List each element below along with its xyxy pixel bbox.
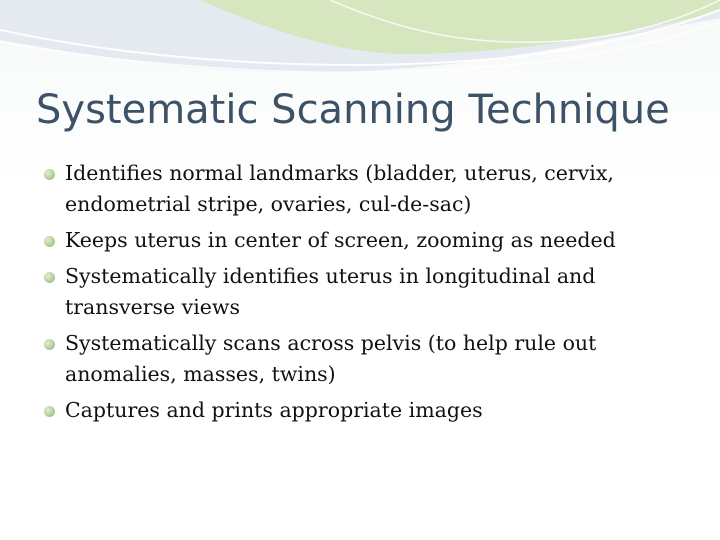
bullet-item	[44, 158, 694, 220]
bullet-dot-icon	[44, 406, 55, 417]
bullet-item	[44, 328, 694, 390]
slide-title: Systematic Scanning Technique	[36, 87, 670, 133]
bullet-dot-icon	[44, 169, 55, 180]
bullet-text: Identifies normal landmarks (bladder, uterus, cervix, endometrial stripe, ovaries, cul-de-sac)	[65, 161, 614, 216]
bullet-item	[44, 225, 694, 256]
bullet-dot-icon	[44, 236, 55, 247]
bullet-item	[44, 261, 694, 323]
bullet-dot-icon	[44, 272, 55, 283]
header-wave-decoration	[0, 0, 720, 90]
bullet-text: Systematically identifies uterus in longitudinal and transverse views	[65, 264, 596, 319]
bullet-list	[44, 158, 694, 431]
bullet-text: Systematically scans across pelvis (to help rule out anomalies, masses, twins)	[65, 331, 597, 386]
bullet-dot-icon	[44, 339, 55, 350]
bullet-text: Captures and prints appropriate images	[65, 398, 483, 422]
bullet-item	[44, 395, 694, 426]
bullet-text: Keeps uterus in center of screen, zooming as needed	[65, 228, 616, 252]
